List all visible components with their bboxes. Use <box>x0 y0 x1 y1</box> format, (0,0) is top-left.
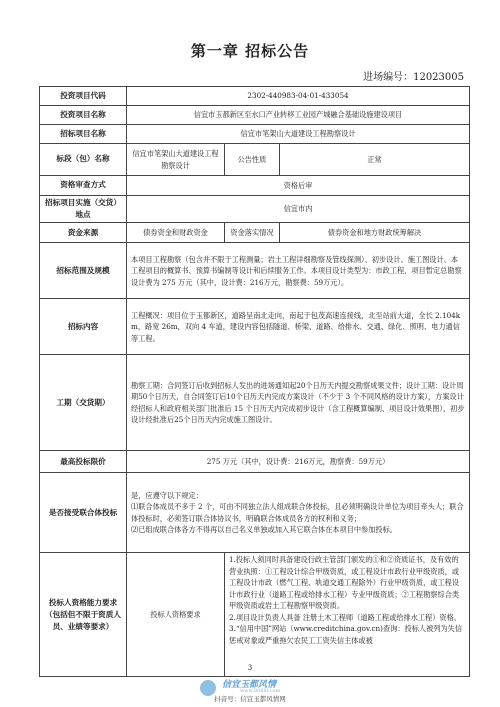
joint-bid-line: ⑵已组成联合体各方不得再以自己名义单独或加入其它联合体在本项目中参加投标。 <box>131 525 397 535</box>
watermark <box>0 676 500 702</box>
project-code-label: 投资项目代码 <box>40 87 127 106</box>
bid-project-name-value: 信宜市笔架山大道建设工程勘察设计 <box>127 125 470 144</box>
max-bid-price-value: 275 万元（其中，设计费：216万元，勘察费：59万元） <box>127 451 470 473</box>
delivery-location-value: 信宜市内 <box>127 196 470 223</box>
work-period-label: 工期（交货期） <box>40 355 127 451</box>
page-number: 3 <box>247 664 253 672</box>
chapter-title: 第一章 招标公告 <box>190 42 310 60</box>
project-name-value: 信宜市玉都新区至水口产业转移工业园产城融合基础设施建设项目 <box>127 106 470 125</box>
fund-source-label: 资金来源 <box>40 223 127 243</box>
bidder-ability-label: 投标人资格能力要求（包括但不限于资质人员、业绩等要求） <box>40 553 127 677</box>
bid-content-value: 工程概况：项目位于玉都新区，道路呈南北走向，南起于包茂高速连接线，北至站前大道，全长 2.104km，路宽 26m，双向 4 车道，建设内容包括隧道、桥梁、道路、给排水、交通、绿化、照明、电力通信等工程。 <box>127 299 470 355</box>
work-period-value: 勘察工期：合同签订后收到招标人发出的进场通知起20个日历天内提交勘察成果文件；设计工期：设计周期50个日历天，自合同签订后10个日历天内完成方案设计（不少于 3 个不同风格的设计方案），方案设计经招标人和政府相关部门批准后 15 个日历天内完成初步设计（含工程概算编制、项目设计效果图），初步设计经批准后25个日历天内完成施工图设计。 <box>127 355 470 451</box>
qualification-line: 1.投标人须同时具备建设行政主管部门颁发的①和②资质证书，及有效的营业执照：①工程设计综合甲级资质，或工程设计市政行业甲级资质，或工程设计市政（燃气工程、轨道交通工程除外）行业甲级资质，或工程设计市政行业（道路工程或给排水工程）专业甲级资质；②工程勘察综合类甲级资质或岩土工程勘察甲级资质。 <box>229 555 460 611</box>
qualification-line: 2.项目设计负责人具备 注册土木工程师（道路工程或给排水工程）资格。 <box>229 612 461 622</box>
joint-bid-label: 是否接受联合体投标 <box>40 473 127 553</box>
max-bid-price-label: 最高投标限价 <box>40 451 127 473</box>
bidder-qualification-label: 投标人资格要求 <box>127 553 225 677</box>
project-code-value: 2302-440983-04-01-433054 <box>127 87 470 106</box>
watermark-site-name: 信宜玉都风情 <box>222 680 277 690</box>
bid-scope-label: 招标范围及规模 <box>40 243 127 299</box>
entry-serial-number: 进场编号：12023005 <box>363 72 464 83</box>
qualification-review-label: 资格审查方式 <box>40 176 127 196</box>
qualification-line: 3.“信用中国”网站（www.creditchina.gov.cn)查询：投标人被列为失信惩戒对象或严重拖欠农民工工资失信主体或被 <box>229 624 463 645</box>
watermark-url: www.8668l.com <box>240 688 281 694</box>
delivery-location-label: 招标项目实施（交货）地点 <box>40 196 127 223</box>
tender-info-table <box>39 86 470 677</box>
bid-content-label: 招标内容 <box>40 299 127 355</box>
watermark-tagline: 抖音号：信宜玉都风情网 <box>214 695 286 703</box>
section-name-label: 标段（包）名称 <box>40 144 127 176</box>
qualification-review-value: 资格后审 <box>127 176 470 196</box>
bid-scope-value: 本项目工程勘察（包含并不限于工程测量；岩土工程详细勘察及管线探测）、初步设计、施工图设计、本工程项目的概算书、预算书编制等设计和后续服务工作。本项目设计类型为：市政工程，项目暂定总勘察设计费为 275 万元（其中，设计费：216万元，勘察费：59万元）。 <box>127 243 470 299</box>
joint-bid-value <box>127 473 470 553</box>
fund-source-value: 债券资金和财政资金 <box>127 223 225 243</box>
bid-project-name-label: 招标项目名称 <box>40 125 127 144</box>
bidder-qualification-value <box>225 553 470 677</box>
joint-bid-line: ⑴联合体成员不多于 2 个，可由不同独立法人组成联合体投标，且必须明确设计单位为项目牵头人；联合体投标时，必须签订联合体协议书，明确联合体成员各方的权利和义务； <box>131 502 464 523</box>
fund-status-label: 资金落实情况 <box>225 223 280 243</box>
notice-nature-value: 正常 <box>280 144 470 176</box>
section-name-value: 信宜市笔架山大道建设工程勘察设计 <box>127 144 225 176</box>
notice-nature-label: 公告性质 <box>225 144 280 176</box>
project-name-label: 投资项目名称 <box>40 106 127 125</box>
fund-status-value: 债券资金和地方财政统筹解决 <box>280 223 470 243</box>
joint-bid-line: 是，应遵守以下规定： <box>131 490 203 500</box>
